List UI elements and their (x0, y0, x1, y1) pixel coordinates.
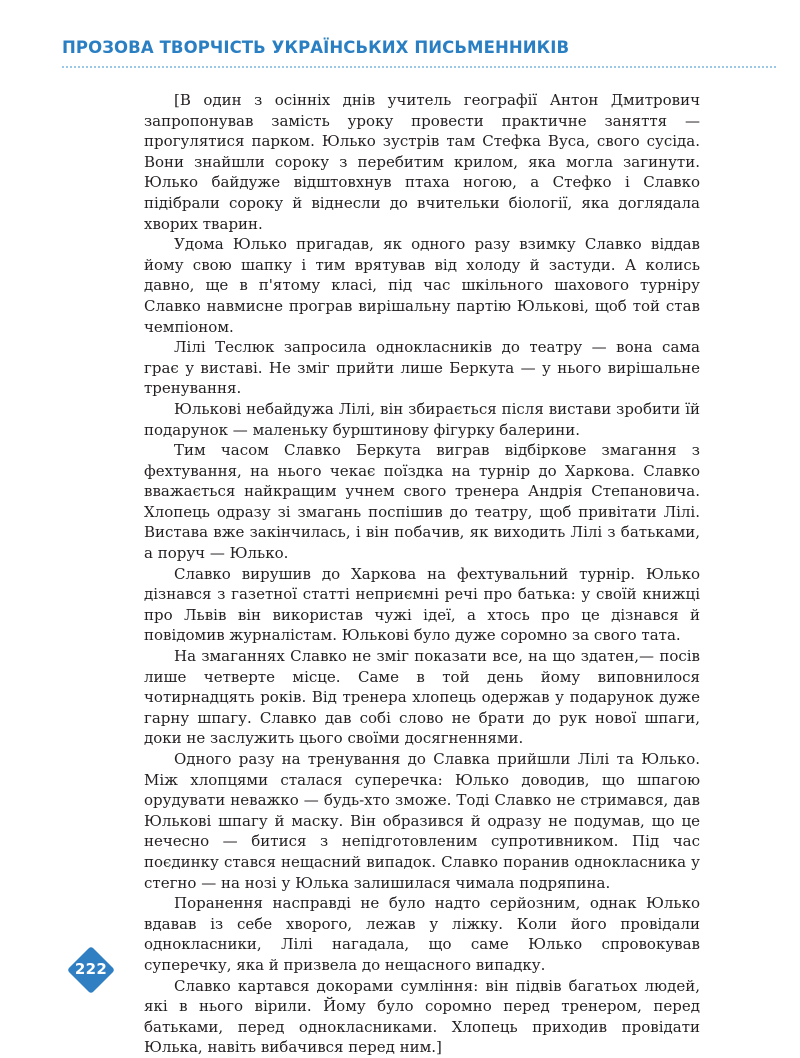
paragraph: Удома Юлько пригадав, як одного разу взимку Славко віддав йому свою шапку і тим врятував від холоду й застуди. А колись давно, ще в п'ятому класі, під час шкільного шахового турніру Славко навмисне програв вирішальну партію Юлькові, щоб той став чемпіоном. (144, 235, 700, 336)
paragraph: Поранення насправді не було надто серйозним, однак Юлько вдавав із себе хворого, лежав у ліжку. Коли його провідали однокласники, Лілі нагадала, що саме Юлько спровокував суперечку, яка й призвела до нещасного випадку. (144, 894, 700, 974)
page-number: 222 (74, 960, 108, 978)
body-text (144, 90, 700, 1058)
paragraph: [В один з осінніх днів учитель географії Антон Дмитрович запропонував замість уроку провести практичне заняття — прогулятися парком. Юлько зустрів там Стефка Вуса, свого сусіда. Вони знайшли сороку з перебитим крилом, яка могла загинути. Юлько байдуже відштовхнув птаха ногою, а Стефко і Славко підібрали сороку й віднесли до вчительки біології, яка доглядала хворих тварин. (144, 91, 700, 233)
paragraph: Тим часом Славко Беркута виграв відбіркове змагання з фехтування, на нього чекає поїздка на турнір до Харкова. Славко вважається найкращим учнем свого тренера Андрія Степановича. Хлопець одразу зі змагань поспішив до театру, щоб привітати Лілі. Вистава вже закінчилась, і він побачив, як виходить Лілі з батьками, а поруч — Юлько. (144, 441, 700, 563)
section-title: ПРОЗОВА ТВОРЧІСТЬ УКРАЇНСЬКИХ ПИСЬМЕННИКІВ (62, 38, 570, 57)
paragraph: Одного разу на тренування до Славка прийшли Лілі та Юлько. Між хлопцями сталася суперечка: Юлько доводив, що шпагою орудувати неважко — будь-хто зможе. Тоді Славко не стримався, дав Юлькові шпагу й маску. Він образився й одразу не подумав, що це нечесно — битися з непідготовленим супротивником. Під час поєдинку стався нещасний випадок. Славко поранив однокласника у стегно — на нозі у Юлька залишилася чимала подряпина. (144, 750, 700, 892)
paragraph: На змаганнях Славко не зміг показати все, на що здатен,— посів лише четверте місце. Саме в той день йому виповнилося чотирнадцять років. Від тренера хлопець одержав у подарунок дуже гарну шпагу. Славко дав собі слово не брати до рук нової шпаги, доки не заслужить цього своїми досягненнями. (144, 647, 700, 748)
page-number-badge (67, 946, 115, 994)
paragraph: Юлькові небайдужа Лілі, він збирається після вистави зробити їй подарунок — маленьку бурштинову фігурку балерини. (144, 399, 700, 439)
paragraph: Лілі Теслюк запросила однокласників до театру — вона сама грає у виставі. Не зміг прийти лише Беркута — у нього вирішальне тренування. (144, 338, 700, 398)
paragraph: Славко вирушив до Харкова на фехтувальний турнір. Юлько дізнався з газетної статті неприємні речі про батька: у своїй книжці про Львів він використав чужі ідеї, а хтось про це дізнався й повідомив журналістам. Юлькові було дуже соромно за свого тата. (144, 564, 700, 645)
dotted-divider (62, 66, 776, 68)
running-header (62, 38, 782, 68)
paragraph: Славко картався докорами сумління: він підвів багатьох людей, які в нього вірили. Йому було соромно перед тренером, перед батьками, перед однокласниками. Хлопець приходив провідати Юлька, навіть вибачився перед ним.] (144, 976, 700, 1057)
